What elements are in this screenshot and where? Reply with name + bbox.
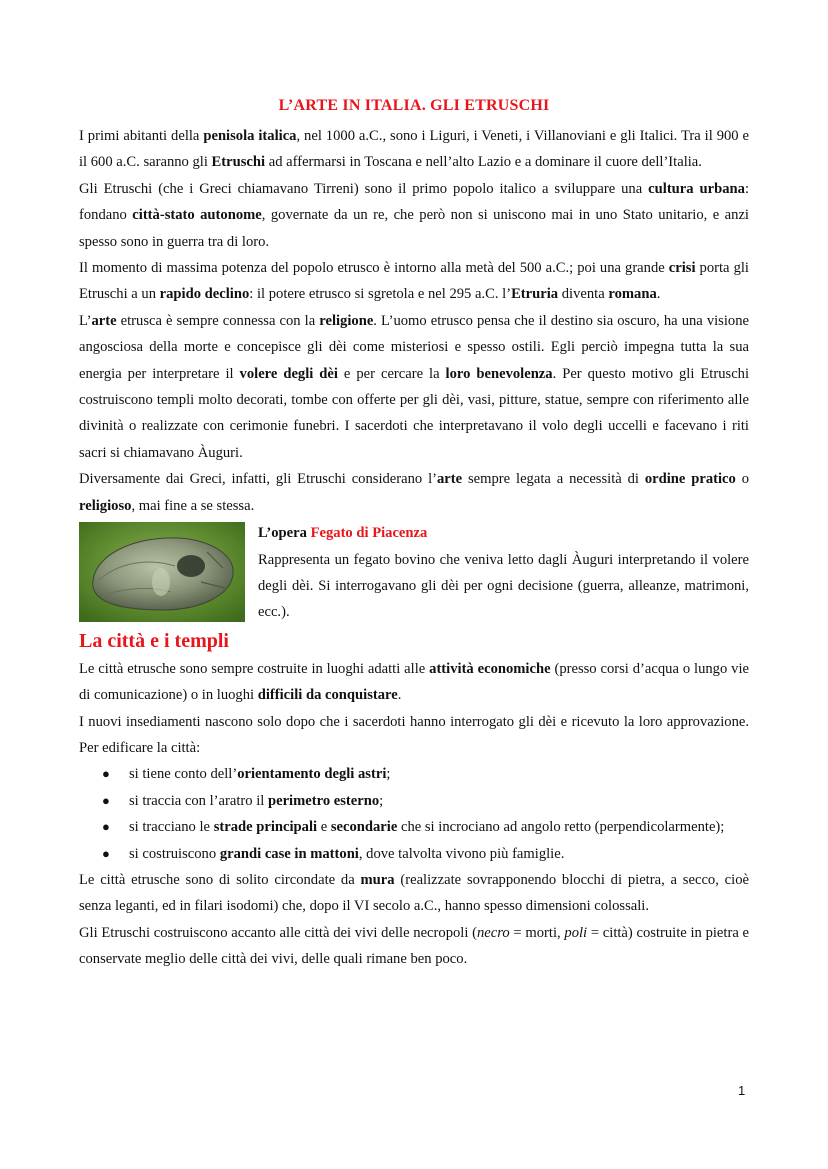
paragraph-cities: Le città etrusche sono sempre costruite in luoghi adatti alle attività economiche (presso corsi d’acqua o lungo vie di comunicazione) o in luoghi difficili da conquistare.	[79, 660, 749, 704]
list-item: ● si traccia con l’aratro il perimetro esterno;	[79, 788, 749, 814]
list-item: ● si tiene conto dell’orientamento degli astri;	[79, 761, 749, 787]
list-item: ● si costruiscono grandi case in mattoni, dove talvolta vivono più famiglie.	[79, 841, 749, 867]
paragraph-art-religion: L’arte etrusca è sempre connessa con la religione. L’uomo etrusco pensa che il destino sia oscuro, ha una visione angosciosa della morte e concepisce gli dèi come misteriosi e spesso ostili. Egli perciò impegna tutta la sua energia per interpretare il volere degli dèi e per cercare la loro benevolenza. Per questo motivo gli Etruschi costruiscono templi molto decorati, tombe con offerte per gli dèi, vasi, pitture, statue, sempre con riferimento alle divinità o realizzate con cerimonie funebri. I sacerdoti che interpretavano il volo degli uccelli e facevano i riti sacri si chiamavano Àuguri.	[79, 312, 750, 461]
page-title: L’ARTE IN ITALIA. GLI ETRUSCHI	[278, 97, 550, 114]
paragraph-settlements: I nuovi insediamenti nascono solo dopo che i sacerdoti hanno interrogato gli dèi e ricevuto la loro approvazione. Per edificare la città:	[79, 713, 749, 756]
city-building-list	[79, 761, 749, 867]
paragraph-culture: Gli Etruschi (che i Greci chiamavano Tirreni) sono il primo popolo italico a sviluppare una cultura urbana: fondano città-stato autonome, governate da un re, che però non si uniscono mai in uno Stato unitario, e anzi spesso sono in guerra tra di loro.	[79, 180, 750, 250]
paragraph-necropolis: Gli Etruschi costruiscono accanto alle città dei vivi delle necropoli (necro = morti, poli = città) costruite in pietra e conservate meglio delle città dei vivi, delle quali rimane ben poco.	[79, 924, 750, 968]
page-number: 1	[738, 1083, 746, 1098]
section-title: La città e i templi	[79, 629, 229, 652]
document-body	[79, 123, 749, 973]
list-item: ● si tracciano le strade principali e secondarie che si incrociano ad angolo retto (perpendicolarmente);	[79, 814, 749, 840]
opera-block	[79, 520, 749, 626]
paragraph-walls: Le città etrusche sono di solito circondate da mura (realizzate sovrapponendo blocchi di pietra, a secco, cioè senza leganti, ed in filari isodomi) che, dopo il VI secolo a.C., hanno spesso dimensioni colossali.	[79, 871, 749, 915]
opera-name: Fegato di Piacenza	[310, 525, 428, 542]
liver-of-piacenza-image	[79, 522, 245, 622]
paragraph-intro: I primi abitanti della penisola italica, nel 1000 a.C., sono i Liguri, i Veneti, i Villanoviani e gli Italici. Tra il 900 e il 600 a.C. saranno gli Etruschi ad affermarsi in Toscana e nell’alto Lazio e a dominare il cuore dell’Italia.	[79, 128, 749, 171]
paragraph-art-purpose: Diversamente dai Greci, infatti, gli Etruschi considerano l’arte sempre legata a necessità di ordine pratico o religioso, mai fine a se stessa.	[79, 471, 750, 514]
opera-description: L’opera Fegato di Piacenza Rappresenta un fegato bovino che veniva letto dagli Àuguri interpretando il volere degli dèi. Si interrogavano gli dèi per ogni decisione (guerra, alleanze, matrimoni, ecc.).	[258, 525, 749, 621]
bullet-icon: ●	[102, 792, 110, 808]
bullet-icon: ●	[102, 845, 110, 861]
paragraph-decline: Il momento di massima potenza del popolo etrusco è intorno alla metà del 500 a.C.; poi una grande crisi porta gli Etruschi a un rapido declino: il potere etrusco si sgretola e nel 295 a.C. l’Etruria diventa romana.	[79, 260, 749, 303]
bullet-icon: ●	[102, 766, 110, 782]
bullet-icon: ●	[102, 819, 110, 835]
